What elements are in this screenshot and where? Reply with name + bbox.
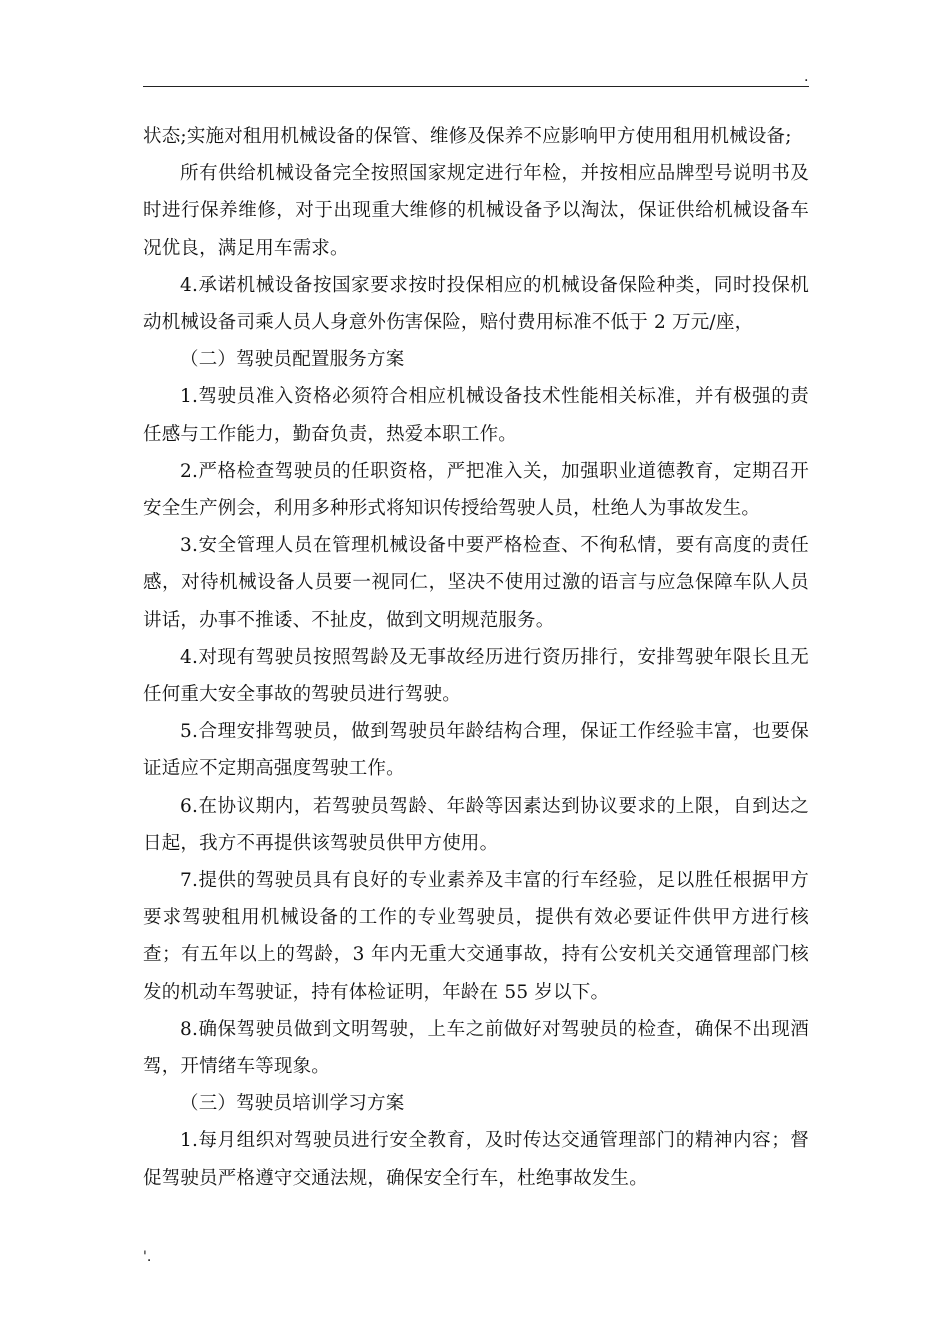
paragraph: 6.在协议期内，若驾驶员驾龄、年龄等因素达到协议要求的上限，自到达之日起，我方不再提供该驾驶员供甲方使用。 xyxy=(143,795,809,854)
header-mark: . xyxy=(804,69,809,85)
paragraph: 1.每月组织对驾驶员进行安全教育，及时传达交通管理部门的精神内容；督促驾驶员严格遵守交通法规，确保安全行车，杜绝事故发生。 xyxy=(143,1130,809,1189)
footer-mark: '. xyxy=(143,1249,152,1265)
header-rule xyxy=(143,86,809,87)
section-heading: （二）驾驶员配置服务方案 xyxy=(180,349,405,371)
section-heading: （三）驾驶员培训学习方案 xyxy=(180,1093,405,1115)
paragraph: 所有供给机械设备完全按照国家规定进行年检，并按相应品牌型号说明书及时进行保养维修，对于出现重大维修的机械设备予以淘汰，保证供给机械设备车况优良，满足用车需求。 xyxy=(143,163,809,259)
paragraph: 1.驾驶员准入资格必须符合相应机械设备技术性能相关标准，并有极强的责任感与工作能力，勤奋负责，热爱本职工作。 xyxy=(143,386,809,445)
paragraph: 状态;实施对租用机械设备的保管、维修及保养不应影响甲方使用租用机械设备; xyxy=(143,126,792,147)
document-body xyxy=(143,118,809,1197)
paragraph: 4.对现有驾驶员按照驾龄及无事故经历进行资历排行，安排驾驶年限长且无任何重大安全事故的驾驶员进行驾驶。 xyxy=(143,646,809,706)
paragraph: 8.确保驾驶员做到文明驾驶，上车之前做好对驾驶员的检查，确保不出现酒驾，开情绪车等现象。 xyxy=(143,1018,809,1078)
paragraph: 2.严格检查驾驶员的任职资格，严把准入关，加强职业道德教育，定期召开安全生产例会，利用多种形式将知识传授给驾驶人员，杜绝人为事故发生。 xyxy=(143,460,809,520)
paragraph: 7.提供的驾驶员具有良好的专业素养及丰富的行车经验，足以胜任根据甲方要求驾驶租用机械设备的工作的专业驾驶员，提供有效必要证件供甲方进行核查；有五年以上的驾龄，3 年内无重大交通事故，持有公安机关交通管理部门核发的机动车驾驶证，持有体检证明，年龄在 55 岁以下。 xyxy=(143,870,809,1003)
paragraph: 3.安全管理人员在管理机械设备中要严格检查、不徇私情，要有高度的责任感，对待机械设备人员要一视同仁，坚决不使用过激的语言与应急保障车队人员讲话，办事不推诿、不扯皮，做到文明规范服务。 xyxy=(143,535,809,631)
paragraph: 5.合理安排驾驶员，做到驾驶员年龄结构合理，保证工作经验丰富，也要保证适应不定期高强度驾驶工作。 xyxy=(143,721,809,780)
paragraph: 4.承诺机械设备按国家要求按时投保相应的机械设备保险种类，同时投保机动机械设备司乘人员人身意外伤害保险，赔付费用标准不低于 2 万元/座， xyxy=(143,274,809,334)
